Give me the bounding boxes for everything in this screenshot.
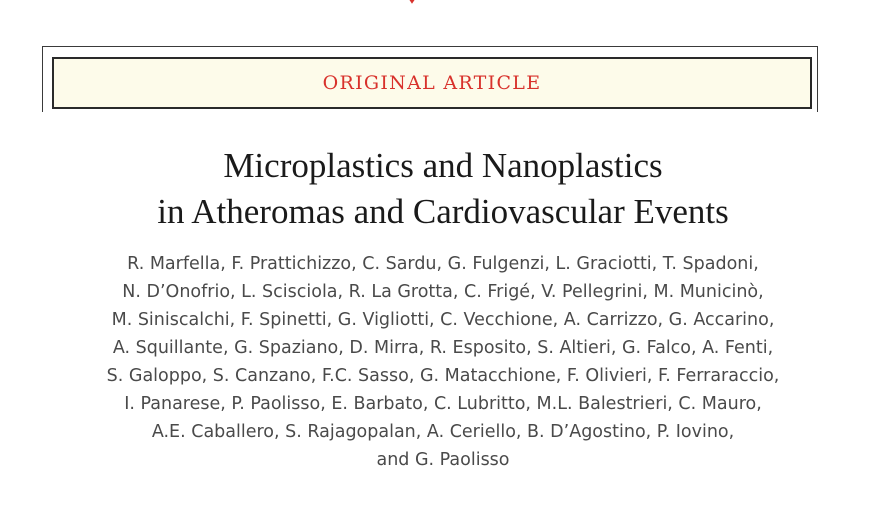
author-list — [0, 250, 886, 474]
author-line-2: N. D’Onofrio, L. Scisciola, R. La Grotta, C. Frigé, V. Pellegrini, M. Municinò, — [122, 282, 764, 302]
author-line-8: and G. Paolisso — [376, 450, 510, 470]
author-line-1: R. Marfella, F. Prattichizzo, C. Sardu, G. Fulgenzi, L. Graciotti, T. Spadoni, — [127, 254, 759, 274]
cropped-masthead-fragment — [400, 0, 540, 6]
author-line-6: I. Panarese, P. Paolisso, E. Barbato, C. Lubritto, M.L. Balestrieri, C. Mauro, — [124, 394, 762, 414]
article-type-label: ORIGINAL ARTICLE — [322, 72, 542, 94]
author-line-3: M. Siniscalchi, F. Spinetti, G. Vigliotti, C. Vecchione, A. Carrizzo, G. Accarino, — [111, 310, 775, 330]
article-type-banner — [52, 57, 812, 109]
title-line-2: in Atheromas and Cardiovascular Events — [157, 192, 729, 231]
author-line-4: A. Squillante, G. Spaziano, D. Mirra, R. Esposito, S. Altieri, G. Falco, A. Fenti, — [112, 338, 774, 358]
author-line-5: S. Galoppo, S. Canzano, F.C. Sasso, G. Matacchione, F. Olivieri, F. Ferraraccio, — [106, 366, 780, 386]
article-title — [0, 143, 886, 235]
author-line-7: A.E. Caballero, S. Rajagopalan, A. Ceriello, B. D’Agostino, P. Iovino, — [151, 422, 735, 442]
title-line-1: Microplastics and Nanoplastics — [223, 146, 663, 185]
